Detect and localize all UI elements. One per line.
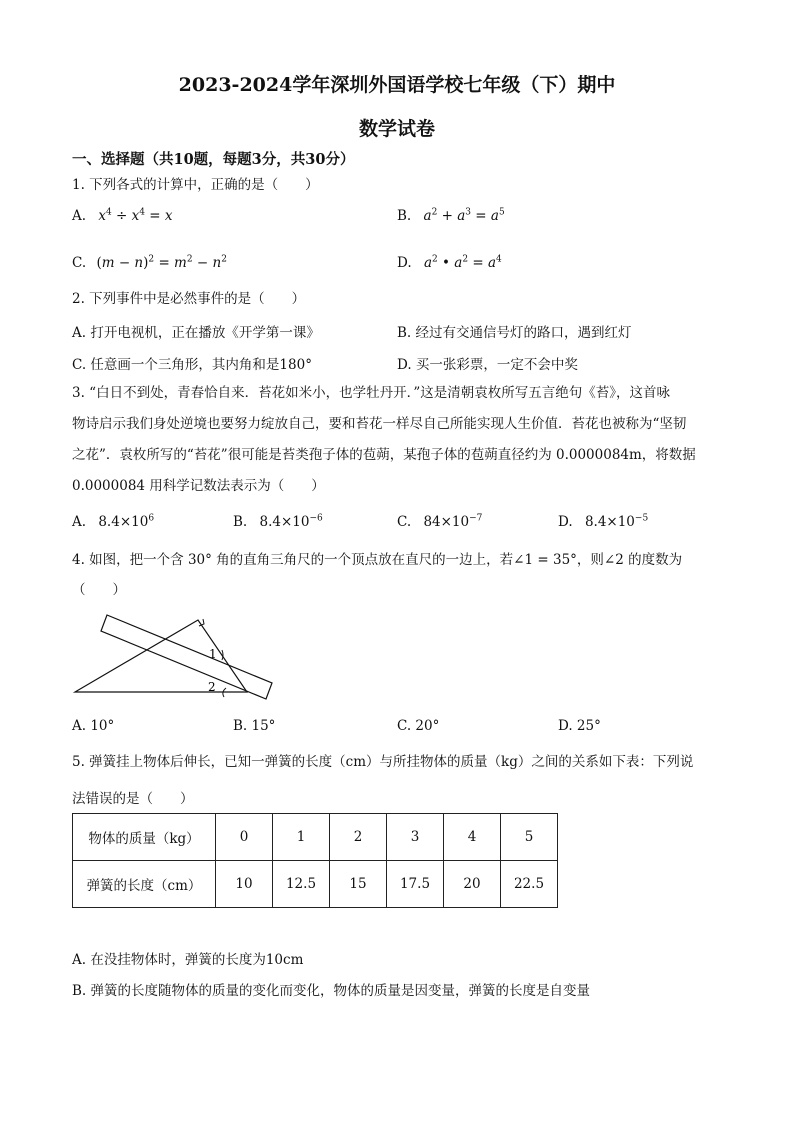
table-cell: 22.5 <box>501 861 558 908</box>
option-label: B. <box>397 208 412 224</box>
angle-1-label: 1 <box>209 647 217 661</box>
question-4-option-b: B. 15° <box>233 718 276 734</box>
ruler-shape <box>101 615 272 699</box>
question-2-option-b: B. 经过有交通信号灯的路口，遇到红灯 <box>397 325 632 341</box>
question-3-option-c: C. $84\times 10^{-7}$ <box>397 513 483 530</box>
option-label: A. <box>72 208 87 224</box>
table-cell: 20 <box>444 861 501 908</box>
table-cell: 10 <box>216 861 273 908</box>
question-1-option-d: D. $a^2$ • $a^2 = a^4$ <box>397 254 502 271</box>
section-heading: 一、选择题（共10题，每题3分，共30分） <box>72 151 355 168</box>
question-3-option-b: B. $8.4\times 10^{-6}$ <box>233 513 323 530</box>
question-4-line: （ ） <box>72 582 126 598</box>
question-3-option-a: A. $8.4\times 10^6$ <box>72 513 155 530</box>
question-3-option-d: D. $8.4\times 10^{-5}$ <box>558 513 649 530</box>
table-cell: 15 <box>330 861 387 908</box>
question-3-line: 之花”．袁枚所写的“苔花”很可能是苔类孢子体的苞蒴，某孢子体的苞蒴直径约为 0.0000084m，将数据 <box>72 447 696 463</box>
table-row-header: 物体的质量（kg） <box>73 814 216 861</box>
question-2-option-c: C. 任意画一个三角形，其内角和是180° <box>72 357 312 373</box>
table-cell: 3 <box>387 814 444 861</box>
table-cell: 17.5 <box>387 861 444 908</box>
question-5-line: 5. 弹簧挂上物体后伸长，已知一弹簧的长度（cm）与所挂物体的质量（kg）之间的关系如下表：下列说 <box>72 754 694 770</box>
spring-data-table <box>72 813 558 908</box>
question-5-option-a: A. 在没挂物体时，弹簧的长度为10cm <box>72 952 304 968</box>
question-3-line: 0.0000084 用科学记数法表示为（ ） <box>72 478 325 494</box>
option-label: D. <box>397 255 412 271</box>
table-row <box>73 861 558 908</box>
option-label: D. <box>558 514 573 530</box>
option-label: A. <box>72 514 87 530</box>
question-3-line: 3. “白日不到处，青春恰自来．苔花如米小，也学牡丹开．”这是清朝袁枚所写五言绝句《苔》，这首咏 <box>72 385 670 401</box>
exam-subtitle: 数学试卷 <box>358 118 435 140</box>
table-cell: 1 <box>273 814 330 861</box>
question-1-option-b: B. $a^2 + a^3 = a^5$ <box>397 207 505 224</box>
ruler-triangle-figure <box>70 610 280 700</box>
question-4-option-d: D. 25° <box>558 718 601 734</box>
table-cell: 0 <box>216 814 273 861</box>
option-label: B. <box>233 514 248 530</box>
table-cell: 2 <box>330 814 387 861</box>
question-5-option-b: B. 弹簧的长度随物体的质量的变化而变化，物体的质量是因变量，弹簧的长度是自变量 <box>72 983 591 999</box>
table-cell: 4 <box>444 814 501 861</box>
option-label: C. <box>397 514 412 530</box>
question-5-line: 法错误的是（ ） <box>72 791 194 807</box>
table-row <box>73 814 558 861</box>
question-2-option-d: D. 买一张彩票，一定不会中奖 <box>397 357 578 373</box>
question-2-option-a: A. 打开电视机，正在播放《开学第一课》 <box>72 325 320 341</box>
question-4-line: 4. 如图，把一个含 30° 角的直角三角尺的一个顶点放在直尺的一边上，若∠1 = 35°，则∠2 的度数为 <box>72 552 683 568</box>
question-1-option-c: C. $(m - n)^2 = m^2 - n^2$ <box>72 254 227 271</box>
question-4-option-a: A. 10° <box>72 718 115 734</box>
option-label: C. <box>72 255 87 271</box>
table-cell: 5 <box>501 814 558 861</box>
angle-2-label: 2 <box>208 680 216 694</box>
table-cell: 12.5 <box>273 861 330 908</box>
table-row-header: 弹簧的长度（cm） <box>73 861 216 908</box>
question-1-option-a: A. $x^4 \div x^4 = x$ <box>72 207 173 224</box>
exam-title: 2023-2024学年深圳外国语学校七年级（下）期中 <box>178 74 616 96</box>
question-2-stem: 2. 下列事件中是必然事件的是（ ） <box>72 291 306 307</box>
question-1-stem: 1. 下列各式的计算中，正确的是（ ） <box>72 177 319 193</box>
question-3-line: 物诗启示我们身处逆境也要努力绽放自己，要和苔花一样尽自己所能实现人生价值．苔花也被称为“坚韧 <box>72 416 687 432</box>
question-4-option-c: C. 20° <box>397 718 440 734</box>
